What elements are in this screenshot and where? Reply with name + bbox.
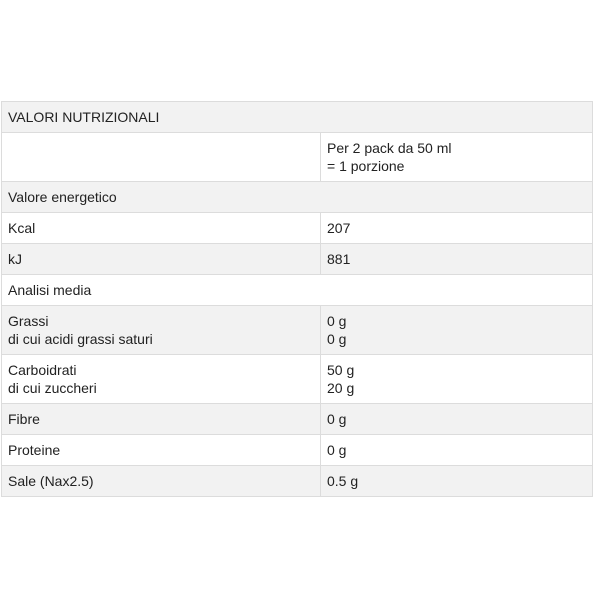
nutrient-value-fibre: 0 g: [321, 404, 593, 435]
serving-equivalence-text: = 1 porzione: [327, 158, 405, 174]
section-row-analysis: [2, 275, 593, 306]
nutrient-label-protein: Proteine: [2, 435, 321, 466]
nutrient-value-salt: 0.5 g: [321, 466, 593, 497]
serving-size-text: Per 2 pack da 50 ml: [327, 140, 452, 156]
serving-label-cell: [2, 133, 321, 182]
table-row-kj: [2, 244, 593, 275]
nutrient-value-kj: 881: [321, 244, 593, 275]
nutrient-value-saturated: 0 g: [327, 331, 347, 347]
table-row-protein: [2, 435, 593, 466]
nutrient-value-protein: 0 g: [321, 435, 593, 466]
nutrient-value-sugars: 20 g: [327, 380, 355, 396]
nutrient-label-carbs-cell: [2, 355, 321, 404]
section-heading-energy: Valore energetico: [2, 182, 593, 213]
table-row-fibre: [2, 404, 593, 435]
table-row-salt: [2, 466, 593, 497]
section-heading-analysis: Analisi media: [2, 275, 593, 306]
table-title-row: [2, 102, 593, 133]
nutrient-label-carbs: Carboidrati: [8, 362, 77, 378]
nutrient-value-carbs-cell: [321, 355, 593, 404]
nutrient-value-fat: 0 g: [327, 313, 347, 329]
nutrient-label-fat-cell: [2, 306, 321, 355]
table-row-carbs: [2, 355, 593, 404]
nutrient-label-kj: kJ: [2, 244, 321, 275]
table-title: VALORI NUTRIZIONALI: [2, 102, 593, 133]
table-row-kcal: [2, 213, 593, 244]
nutrient-label-salt: Sale (Nax2.5): [2, 466, 321, 497]
nutrient-label-sugars: di cui zuccheri: [8, 380, 97, 396]
section-row-energy: [2, 182, 593, 213]
nutrient-value-fat-cell: [321, 306, 593, 355]
nutrition-table: [1, 101, 593, 497]
table-row-fat: [2, 306, 593, 355]
nutrient-value-kcal: 207: [321, 213, 593, 244]
nutrient-label-kcal: Kcal: [2, 213, 321, 244]
serving-size-cell: [321, 133, 593, 182]
nutrient-label-fibre: Fibre: [2, 404, 321, 435]
nutrient-value-carbs: 50 g: [327, 362, 355, 378]
nutrient-label-saturated: di cui acidi grassi saturi: [8, 331, 153, 347]
nutrient-label-fat: Grassi: [8, 313, 49, 329]
serving-row: [2, 133, 593, 182]
